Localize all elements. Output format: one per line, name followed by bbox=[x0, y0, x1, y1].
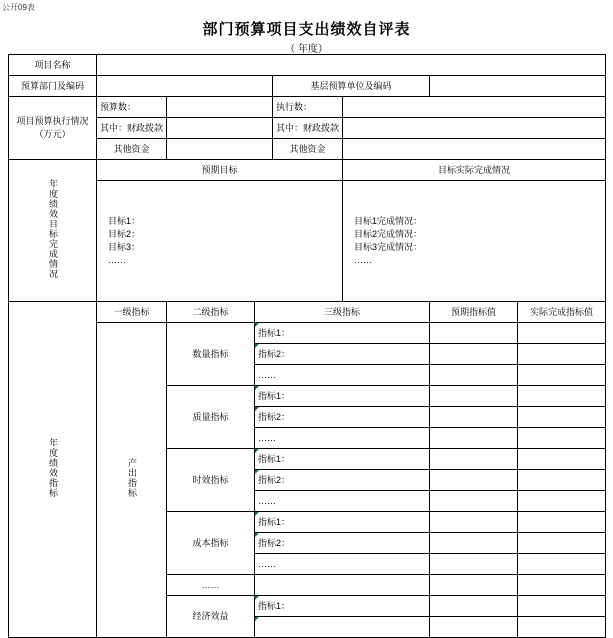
actual-value-cell[interactable] bbox=[518, 512, 606, 533]
annual-indicator-side-text: 年度绩效指标 bbox=[48, 437, 58, 498]
actual-value-cell[interactable] bbox=[518, 344, 606, 365]
expected-value-cell[interactable] bbox=[430, 428, 518, 449]
annual-goal-side-text: 年度绩效目标完成情况 bbox=[48, 178, 58, 279]
actual-value-cell[interactable] bbox=[518, 365, 606, 386]
table-row bbox=[9, 323, 606, 344]
table-row bbox=[9, 97, 606, 118]
actual-value-cell[interactable] bbox=[518, 470, 606, 491]
budget-num-value[interactable] bbox=[167, 97, 273, 118]
indicator-quality-1[interactable]: 指标1： bbox=[255, 386, 430, 407]
expected-value-cell[interactable] bbox=[430, 449, 518, 470]
exec-fiscal-value[interactable] bbox=[343, 118, 606, 139]
exec-other-value[interactable] bbox=[343, 139, 606, 160]
expected-goal-more: …… bbox=[108, 255, 126, 265]
performance-self-evaluation-table bbox=[8, 54, 606, 638]
indicator-cost-1[interactable]: 指标1： bbox=[255, 512, 430, 533]
col-actual-value-header: 实际完成指标值 bbox=[518, 302, 606, 323]
expected-goal-header: 预期目标 bbox=[97, 160, 343, 181]
expected-value-cell[interactable] bbox=[430, 554, 518, 575]
expected-value-cell[interactable] bbox=[430, 407, 518, 428]
group-name-cost: 成本指标 bbox=[167, 512, 255, 575]
actual-value-cell[interactable] bbox=[518, 617, 606, 638]
indicator-cost-2[interactable]: 指标2： bbox=[255, 533, 430, 554]
budget-exec-label bbox=[9, 97, 97, 160]
actual-value-cell[interactable] bbox=[518, 449, 606, 470]
table-row bbox=[9, 118, 606, 139]
exec-fiscal-label: 其中：财政拨款 bbox=[273, 118, 343, 139]
budget-fiscal-value[interactable] bbox=[167, 118, 273, 139]
table-row bbox=[9, 76, 606, 97]
expected-value-cell[interactable] bbox=[430, 470, 518, 491]
expected-goal-cell[interactable] bbox=[97, 181, 343, 302]
group-name-economic: 经济效益 bbox=[167, 596, 255, 638]
dept-code-value[interactable] bbox=[97, 76, 273, 97]
expected-value-cell[interactable] bbox=[430, 491, 518, 512]
budget-fiscal-label: 其中：财政拨款 bbox=[97, 118, 167, 139]
actual-goal-1: 目标1完成情况： bbox=[354, 216, 423, 226]
group-name-quantity: 数量指标 bbox=[167, 323, 255, 386]
unit-code-label: 基层预算单位及编码 bbox=[273, 76, 430, 97]
actual-value-cell[interactable] bbox=[518, 386, 606, 407]
indicator-quantity-2[interactable]: 指标2： bbox=[255, 344, 430, 365]
expected-goal-1: 目标1： bbox=[108, 216, 141, 226]
page-subtitle: （ 年度） bbox=[285, 44, 328, 55]
indicator-economic-1[interactable]: 指标1： bbox=[255, 596, 430, 617]
project-name-value[interactable] bbox=[97, 55, 606, 76]
expected-value-cell[interactable] bbox=[430, 386, 518, 407]
indicator-timeliness-2[interactable]: 指标2： bbox=[255, 470, 430, 491]
col-level1-header: 一级指标 bbox=[97, 302, 167, 323]
project-name-label: 项目名称 bbox=[9, 55, 97, 76]
expected-value-cell[interactable] bbox=[430, 575, 518, 596]
indicator-cost-more[interactable]: …… bbox=[255, 554, 430, 575]
actual-goal-3: 目标3完成情况： bbox=[354, 242, 423, 252]
expected-goal-2: 目标2： bbox=[108, 229, 141, 239]
output-indicator-label bbox=[97, 323, 167, 638]
group-name-timeliness: 时效指标 bbox=[167, 449, 255, 512]
indicator-quantity-more[interactable]: …… bbox=[255, 365, 430, 386]
col-expected-value-header: 预期指标值 bbox=[430, 302, 518, 323]
table-row bbox=[9, 181, 606, 302]
group-name-quality: 质量指标 bbox=[167, 386, 255, 449]
table-row bbox=[9, 55, 606, 76]
actual-value-cell[interactable] bbox=[518, 554, 606, 575]
actual-value-cell[interactable] bbox=[518, 533, 606, 554]
expected-value-cell[interactable] bbox=[430, 533, 518, 554]
expected-value-cell[interactable] bbox=[430, 323, 518, 344]
form-code-label: 公开09表 bbox=[2, 3, 35, 12]
group-name-more: …… bbox=[167, 575, 255, 596]
page-title: 部门预算项目支出绩效自评表 bbox=[202, 22, 411, 38]
expected-value-cell[interactable] bbox=[430, 596, 518, 617]
actual-value-cell[interactable] bbox=[518, 596, 606, 617]
exec-num-label: 执行数： bbox=[273, 97, 343, 118]
expected-value-cell[interactable] bbox=[430, 512, 518, 533]
exec-other-label: 其他资金 bbox=[273, 139, 343, 160]
expected-value-cell[interactable] bbox=[430, 344, 518, 365]
indicator-quality-2[interactable]: 指标2： bbox=[255, 407, 430, 428]
col-level2-header: 二级指标 bbox=[167, 302, 255, 323]
table-row bbox=[9, 160, 606, 181]
expected-value-cell[interactable] bbox=[430, 617, 518, 638]
unit-code-value[interactable] bbox=[430, 76, 606, 97]
indicator-quality-more[interactable]: …… bbox=[255, 428, 430, 449]
actual-value-cell[interactable] bbox=[518, 407, 606, 428]
actual-value-cell[interactable] bbox=[518, 323, 606, 344]
annual-goal-side-label bbox=[9, 160, 97, 302]
actual-value-cell[interactable] bbox=[518, 575, 606, 596]
indicator-timeliness-more[interactable]: …… bbox=[255, 491, 430, 512]
output-indicator-text: 产出指标 bbox=[127, 458, 137, 498]
indicator-timeliness-1[interactable]: 指标1： bbox=[255, 449, 430, 470]
dept-code-label: 预算部门及编码 bbox=[9, 76, 97, 97]
indicator-quantity-1[interactable]: 指标1： bbox=[255, 323, 430, 344]
indicator-economic-2[interactable] bbox=[255, 617, 430, 638]
actual-value-cell[interactable] bbox=[518, 428, 606, 449]
actual-goal-header: 目标实际完成情况 bbox=[343, 160, 606, 181]
expected-goal-3: 目标3： bbox=[108, 242, 141, 252]
expected-value-cell[interactable] bbox=[430, 365, 518, 386]
exec-num-value[interactable] bbox=[343, 97, 606, 118]
table-row bbox=[9, 302, 606, 323]
actual-goal-more: …… bbox=[354, 255, 372, 265]
actual-goal-cell[interactable] bbox=[343, 181, 606, 302]
table-row bbox=[9, 139, 606, 160]
budget-num-label: 预算数： bbox=[97, 97, 167, 118]
actual-goal-2: 目标2完成情况： bbox=[354, 229, 423, 239]
annual-indicator-side-label bbox=[9, 302, 97, 638]
budget-other-label: 其他资金 bbox=[97, 139, 167, 160]
indicator-more-cell[interactable] bbox=[255, 575, 430, 596]
budget-other-value[interactable] bbox=[167, 139, 273, 160]
actual-value-cell[interactable] bbox=[518, 491, 606, 512]
budget-exec-label-text: 项目预算执行情况（万元） bbox=[16, 116, 89, 139]
col-level3-header: 三级指标 bbox=[255, 302, 430, 323]
